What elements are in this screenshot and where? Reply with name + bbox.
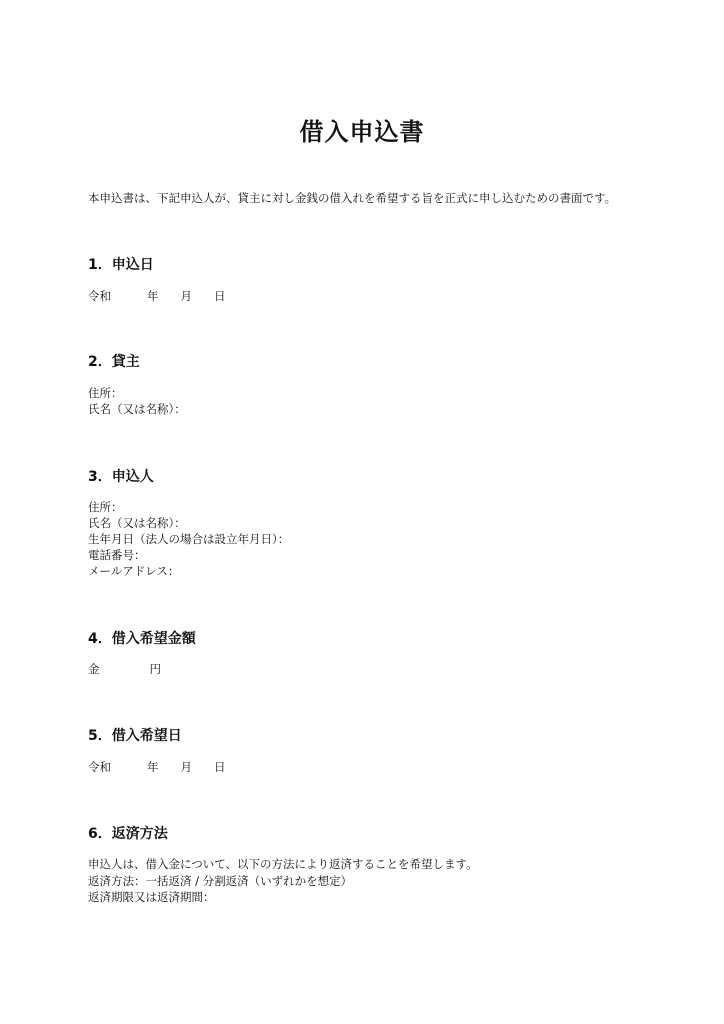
amount-unit: 円	[149, 662, 161, 676]
applicant-birthdate: 生年月日（法人の場合は設立年月日）：	[88, 532, 290, 546]
application-date-row	[88, 288, 226, 304]
date-era: 令和	[88, 289, 111, 303]
section-heading-repayment-method: 6．返済方法	[88, 826, 168, 842]
applicant-address: 住所：	[88, 500, 123, 514]
date-year: 年	[147, 760, 159, 774]
applicant-name: 氏名（又は名称）：	[88, 516, 186, 530]
date-month: 月	[180, 289, 192, 303]
repayment-method: 返済方法：一括返済 / 分割返済（いずれかを想定）	[88, 874, 353, 888]
date-day: 日	[214, 760, 226, 774]
repayment-statement: 申込人は、借入金について、以下の方法により返済することを希望します。	[88, 857, 478, 871]
applicant-email: メールアドレス：	[88, 564, 180, 578]
date-day: 日	[214, 289, 226, 303]
repayment-deadline: 返済期限又は返済期間：	[88, 890, 215, 904]
loan-date-row	[88, 759, 226, 775]
section-heading-loan-date: 5．借入希望日	[88, 728, 182, 744]
applicant-phone: 電話番号：	[88, 548, 146, 562]
amount-prefix: 金	[88, 662, 100, 676]
intro-text: 本申込書は、下記申込人が、貸主に対し金銭の借入れを希望する旨を正式に申し込むための書面です。	[88, 191, 617, 205]
date-era: 令和	[88, 760, 111, 774]
date-month: 月	[180, 760, 192, 774]
section-heading-applicant: 3．申込人	[88, 469, 154, 485]
date-year: 年	[147, 289, 159, 303]
document-title: 借入申込書	[299, 118, 425, 146]
lender-address: 住所：	[88, 386, 123, 400]
section-heading-application-date: 1．申込日	[88, 257, 154, 273]
section-heading-loan-amount: 4．借入希望金額	[88, 631, 196, 647]
lender-name: 氏名（又は名称）：	[88, 402, 186, 416]
loan-amount-row	[88, 661, 161, 677]
section-heading-lender: 2．貸主	[88, 354, 140, 370]
